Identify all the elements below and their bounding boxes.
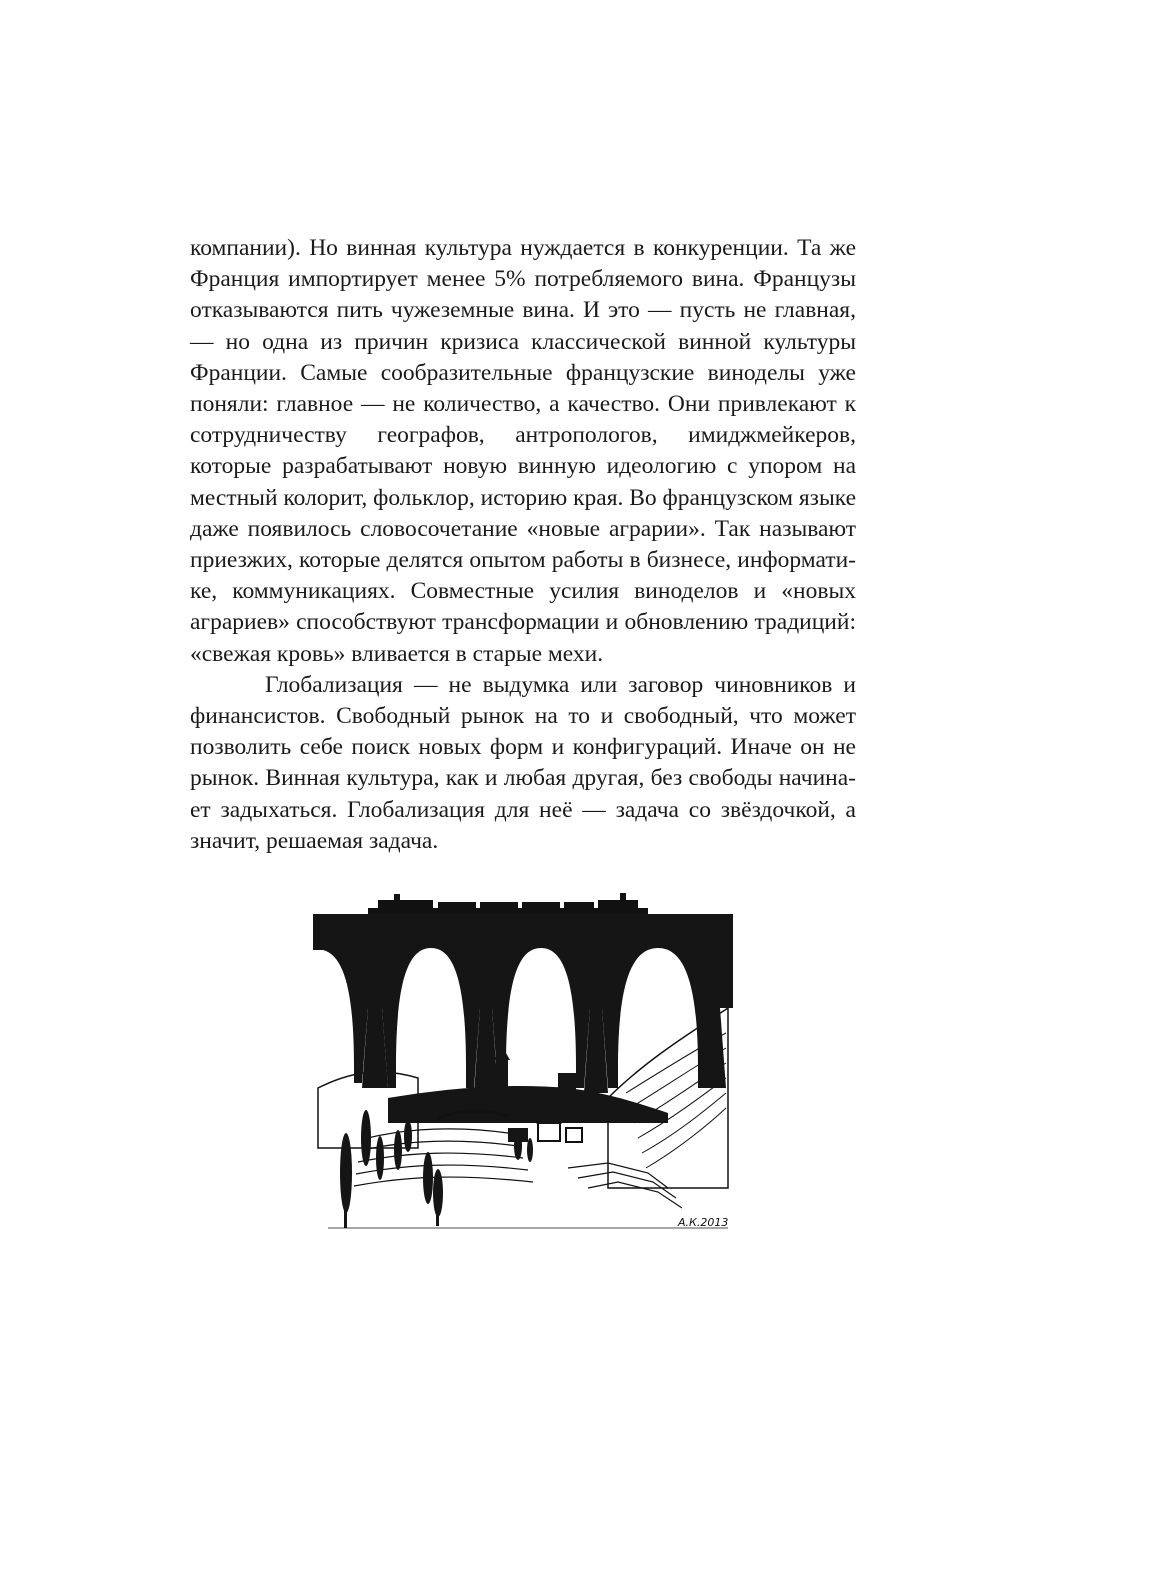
artist-signature: А.К.2013: [678, 1216, 729, 1229]
viaduct-illustration: [308, 888, 738, 1238]
body-text: [190, 233, 856, 857]
paragraph-1: компании). Но винная культура нуждается в конкуренции. Та же Франция импортирует менее 5% потребляемого вина. Французы отказываются пить чужеземные вина. И это — пусть не главная, — но одна из причин кризиса классической винной культуры Франции. Самые сообразительные французские виноделы уже поняли: главное — не количество, а качество. Они привлекают к сотрудничеству географов, антропологов, имиджмейкеров, которые разрабатывают новую винную идеологию с упором на местный колорит, фольклор, историю края. Во французском языке даже появилось словосочетание «новые аграрии». Так называют приезжих, которые делятся опытом работы в бизнесе, информатике, коммуникациях. Совместные усилия виноделов и «новых аграриев» способствуют трансформации и обновлению традиций: «свежая кровь» вливается в старые мехи.: [190, 235, 856, 667]
paragraph-2: Глобализация — не выдумка или заговор чиновников и финансистов. Свободный рынок на то и свободный, что может позволить себе поиск новых форм и конфигураций. Иначе он не рынок. Винная культура, как и любая другая, без свободы начинает задыхаться. Глобализация для неё — задача со звёздочкой, а значит, решаемая задача.: [190, 671, 856, 854]
viaduct-drawing: [308, 888, 738, 1238]
train: [368, 893, 648, 914]
cypress-trees: [340, 1110, 533, 1228]
